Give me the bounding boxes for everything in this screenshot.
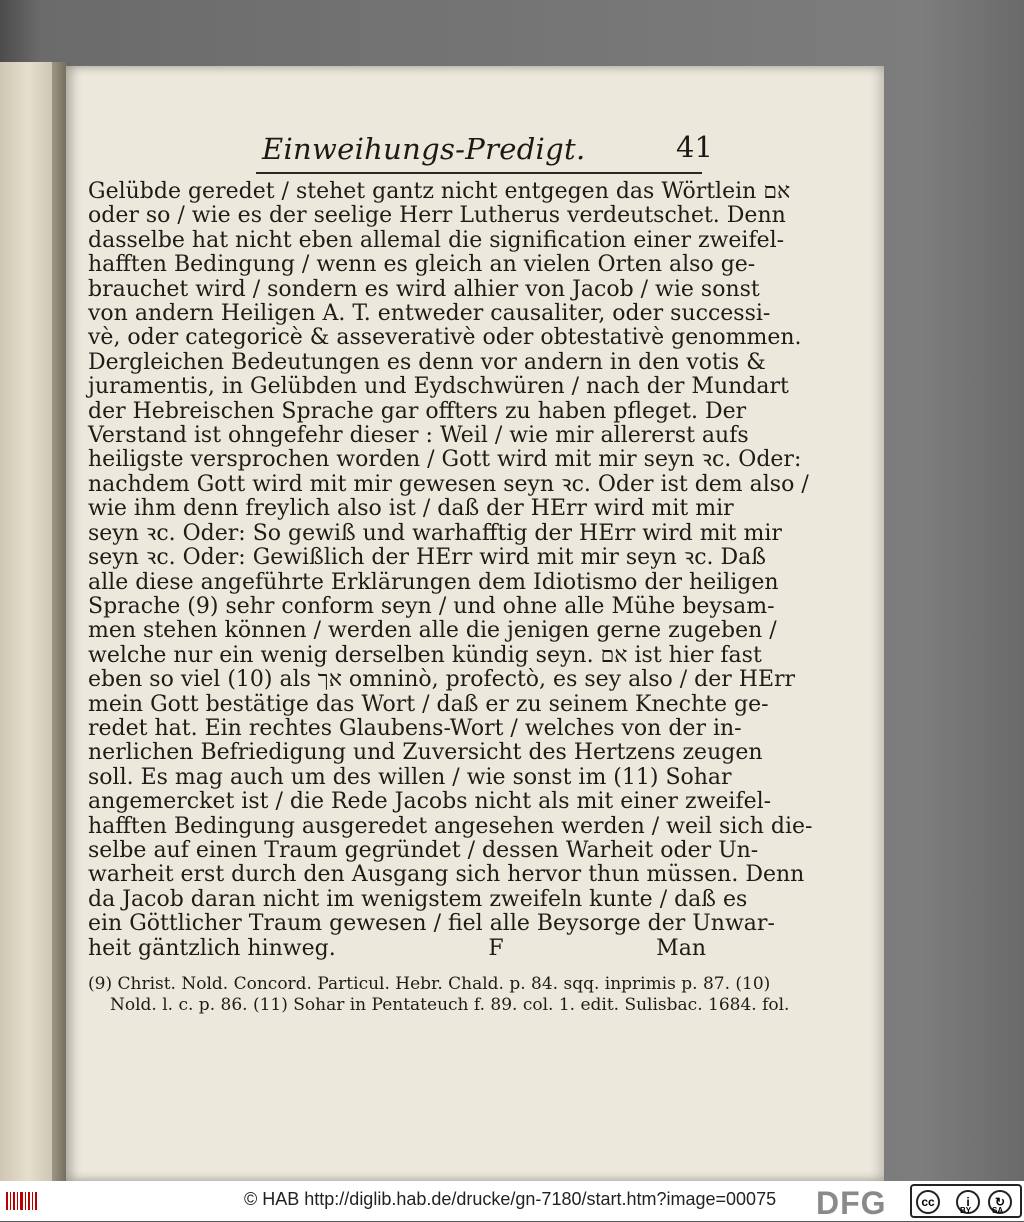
cc-license-badge[interactable] xyxy=(910,1184,1022,1218)
header-rule xyxy=(256,172,702,174)
footnote-line: (9) Christ. Nold. Concord. Particul. Hebr. Chald. p. 84. sqq. inprimis p. 87. (10) xyxy=(88,974,771,994)
text-line: von andern Heiligen A. T. entweder causaliter, oder successi- xyxy=(88,301,771,327)
text-line: seyn ꝛc. Oder: So gewiß und warhafftig der HErr wird mit mir xyxy=(88,520,782,546)
text-line: da Jacob daran nicht im wenigstem zweifeln kunte / daß es xyxy=(88,886,748,912)
body-text xyxy=(88,179,813,961)
footnote-line: Nold. l. c. p. 86. (11) Sohar in Pentateuch f. 89. col. 1. edit. Sulisbac. 1684. fol. xyxy=(110,995,790,1015)
text-line: redet hat. Ein rechtes Glaubens-Wort / welches von der in- xyxy=(88,715,742,741)
by-attribution-icon: i xyxy=(956,1190,980,1214)
text-line: welche nur ein wenig derselben kündig seyn. אם ist hier fast xyxy=(88,642,762,668)
footer-bar xyxy=(0,1181,1024,1221)
text-line: Sprache (9) sehr conform seyn / und ohne alle Mühe beysam- xyxy=(88,593,775,619)
cc-icon: cc xyxy=(916,1190,940,1214)
text-line: angemercket ist / die Rede Jacobs nicht als mit einer zweifel- xyxy=(88,789,772,815)
text-line: oder so / wie es der seelige Herr Lutherus verdeutschet. Denn xyxy=(88,203,786,229)
signature-mark: F xyxy=(488,935,504,961)
last-line-text: heit gäntzlich hinweg. xyxy=(88,935,336,961)
text-line: ein Göttlicher Traum gewesen / fiel alle Beysorge der Unwar- xyxy=(88,911,775,937)
attribution-link[interactable]: © HAB http://diglib.hab.de/drucke/gn-7180/start.htm?image=00075 xyxy=(244,1189,777,1209)
footnotes xyxy=(88,974,790,1016)
catchword: Man xyxy=(656,935,706,961)
text-line: warheit erst durch den Ausgang sich hervor thun müssen. Denn xyxy=(88,862,805,888)
text-line: Gelübde geredet / stehet gantz nicht entgegen das Wörtlein אם xyxy=(88,179,791,204)
text-line: eben so viel (10) als אך omninò, profectò, es sey also / der HErr xyxy=(88,667,796,693)
sa-label: SA xyxy=(992,1206,1004,1215)
text-line: men stehen können / werden alle die jenigen gerne zugeben / xyxy=(88,618,777,644)
text-line: selbe auf einen Traum gegründet / dessen Warheit oder Un- xyxy=(88,837,759,863)
text-line: nachdem Gott wird mit mir gewesen seyn ꝛc. Oder ist dem also / xyxy=(88,471,809,497)
text-line: wie ihm denn freylich also ist / daß der HErr wird mit mir xyxy=(88,496,734,522)
text-line: Verstand ist ohngefehr dieser : Weil / wie mir allererst aufs xyxy=(88,423,749,449)
text-line: hafften Bedingung ausgeredet angesehen werden / weil sich die- xyxy=(88,813,813,839)
text-line: soll. Es mag auch um des willen / wie sonst im (11) Sohar xyxy=(88,764,732,790)
text-line: hafften Bedingung / wenn es gleich an vielen Orten also ge- xyxy=(88,252,756,278)
hab-barcode-icon xyxy=(6,1190,40,1212)
text-line: juramentis, in Gelübden und Eydschwüren / nach der Mundart xyxy=(88,374,789,400)
text-line: mein Gott bestätige das Wort / daß er zu seinem Knechte ge- xyxy=(88,691,769,717)
running-head: Einweihungs-Predigt. xyxy=(262,132,586,166)
text-line: alle diese angeführte Erklärungen dem Idiotismo der heiligen xyxy=(88,569,779,595)
page-number: 41 xyxy=(676,130,713,164)
text-line: nerlichen Befriedigung und Zuversicht des Hertzens zeugen xyxy=(88,740,763,766)
text-line: heiligste versprochen worden / Gott wird mit mir seyn ꝛc. Oder: xyxy=(88,447,802,473)
text-line: vè, oder categoricè & asseverativè oder obtestativè genommen. xyxy=(88,325,802,351)
text-line: dasselbe hat nicht eben allemal die signification einer zweifel- xyxy=(88,227,785,253)
scanned-page xyxy=(66,66,884,1181)
share-alike-icon: ↻ xyxy=(988,1190,1012,1214)
facing-page-edge xyxy=(0,62,70,1181)
by-label: BY xyxy=(960,1206,972,1215)
text-line: brauchet wird / sondern es wird alhier von Jacob / wie sonst xyxy=(88,276,760,302)
text-line: Dergleichen Bedeutungen es denn vor andern in den votis & xyxy=(88,349,766,375)
dfg-logo: DFG xyxy=(816,1185,887,1221)
text-line: der Hebreischen Sprache gar offters zu haben pfleget. Der xyxy=(88,398,747,424)
last-text-line xyxy=(88,937,706,961)
text-line: seyn ꝛc. Oder: Gewißlich der HErr wird mit mir seyn ꝛc. Daß xyxy=(88,545,766,571)
